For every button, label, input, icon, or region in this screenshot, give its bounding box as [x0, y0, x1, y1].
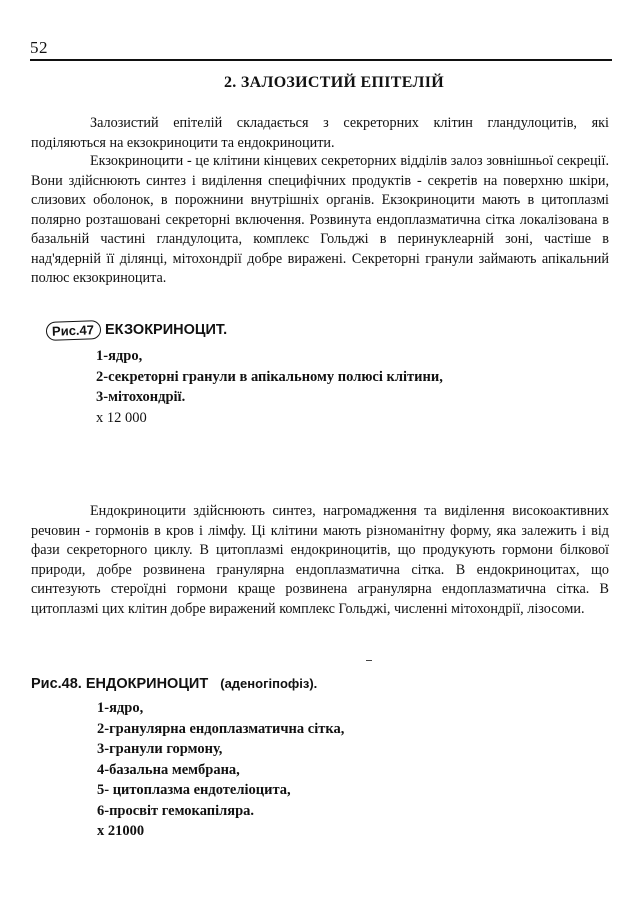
figure-47-title: ЕКЗОКРИНОЦИТ.: [104, 322, 228, 338]
figure-48-label: Рис.48.: [31, 676, 82, 692]
legend-item: 2-гранулярна ендоплазматична сітка,: [97, 720, 345, 737]
legend-item: 2-секреторні гранули в апікальному полюсі клітини,: [96, 368, 443, 385]
figure-47-label: Рис.47: [46, 320, 102, 341]
legend-item: 5- цитоплазма ендотеліоцита,: [97, 782, 291, 798]
page-number: 52: [30, 38, 48, 57]
legend-item: 1-ядро,: [96, 348, 143, 364]
paragraph-intro: Залозистий епітелій складається з секреторних клітин гландулоцитів, які поділяються на екзокриноцити та ендокриноцити.: [31, 115, 609, 151]
legend-item: 1-ядро,: [97, 700, 144, 716]
magnification: х 12 000: [96, 409, 147, 426]
figure-48-legend: [97, 698, 344, 842]
paragraph-exocrinocytes: Екзокриноцити - це клітини кінцевих секреторних відділів залоз зовнішньої секреції. Вони здійснюють синтез і виділення специфічних продуктів - секретів на поверхню шкіри, слизових оболонок, в порожнини внутрішніх органів. Екзокриноцити мають в цитоплазмі полярно розташовані секреторні включення. Розвинута ендоплазматична сітка локалізована в базальній частині гландулоцита, комплекс Гольджі в перинуклеарній зоні, частіше в над'ядерній її ділянці, мітохондрії добре виражені. Секреторні гранули займають апікальний полюс екзокриноцита.: [31, 153, 609, 286]
figure-47-caption: [46, 318, 227, 342]
legend-item: 6-просвіт гемокапіляра.: [97, 802, 255, 819]
paragraph-endocrinocytes: Ендокриноцити здійснюють синтез, нагромадження та виділення високоактивних речовин - гормонів в кров і лімфу. Ці клітини мають різноманітну форму, яка залежить і від фази секреторного циклу. В цитоплазмі ендокриноцитів, що продукують гормони білкової природи, добре розвинена гранулярна ендоплазматична сітка. В ендокриноцитах, що синтезують стероїдні гормони краще розвинена агранулярна ендоплазматична сітка. В цитоплазмі цих клітин добре виражений комплекс Гольджі, численні мітохондрії, лізосоми.: [31, 503, 609, 617]
legend-item: 3-мітохондрії.: [96, 389, 186, 405]
figure-48-title: ЕНДОКРИНОЦИТ: [85, 676, 209, 692]
magnification: х 21000: [97, 823, 145, 839]
figure-48-subtitle: (аденогіпофіз).: [220, 676, 318, 691]
legend-item: 4-базальна мембрана,: [97, 761, 240, 778]
figure-48-caption: [31, 676, 317, 692]
legend-item: 3-гранули гормону,: [97, 741, 223, 757]
figure-47-legend: [96, 346, 443, 428]
header-rule: [30, 59, 612, 61]
stray-mark: [366, 660, 372, 661]
section-title: 2. ЗАЛОЗИСТИЙ ЕПІТЕЛІЙ: [223, 74, 445, 91]
